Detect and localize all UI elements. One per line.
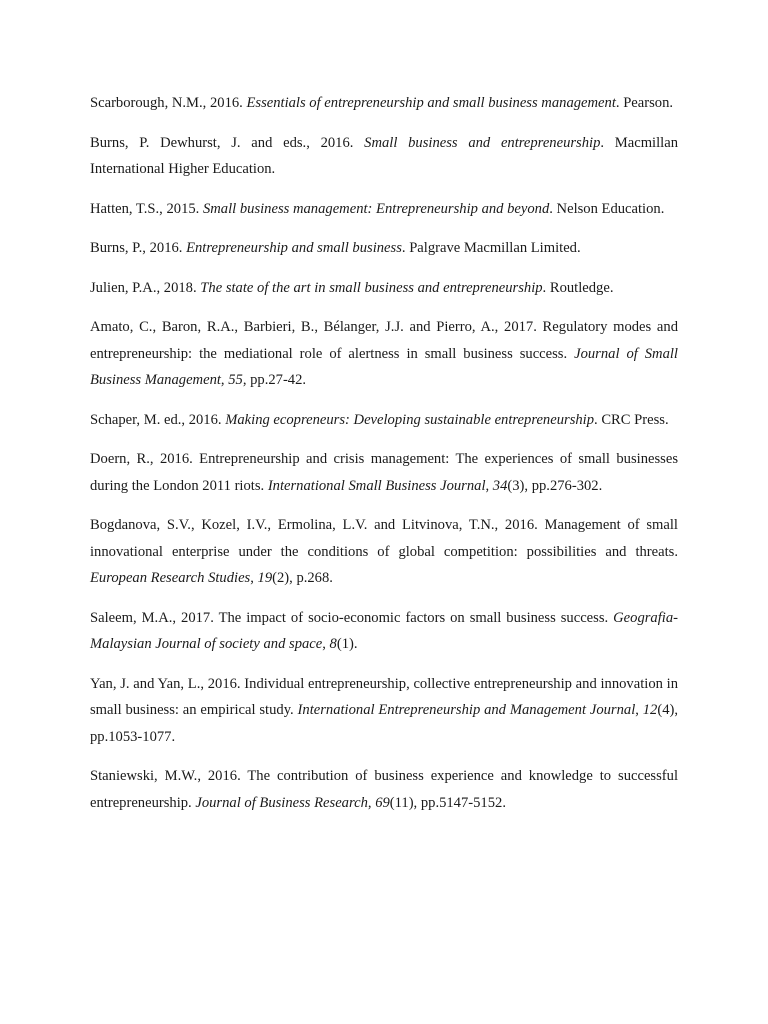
- reference-text: Staniewski, M.W., 2016. The contribution of business experience and knowledge to successful entrepreneurship.: [90, 768, 678, 811]
- reference-entry: [90, 130, 678, 183]
- reference-text: Julien, P.A., 2018.: [90, 279, 201, 296]
- reference-text: Scarborough, N.M., 2016.: [90, 95, 247, 111]
- reference-list: [90, 90, 678, 829]
- reference-text: (11), pp.5147-5152.: [389, 794, 506, 811]
- reference-entry: [90, 90, 678, 117]
- reference-entry: [90, 446, 678, 499]
- reference-text: (2), p.268.: [272, 570, 333, 586]
- reference-text: Doern, R., 2016. Entrepreneurship and crisis management: The experiences of small businesses during the London 2011 riots.: [90, 451, 678, 494]
- reference-italic-text: 8: [329, 636, 337, 652]
- reference-italic-text: Small business management: Entrepreneurship and beyond: [202, 200, 550, 217]
- reference-italic-text: 34: [492, 477, 508, 494]
- reference-text: . Macmillan International Higher Education.: [90, 134, 678, 177]
- reference-italic-text: Entrepreneurship and small business: [186, 240, 402, 256]
- reference-italic-text: Essentials of entrepreneurship and small business management: [246, 95, 616, 111]
- reference-italic-text: International Entrepreneurship and Management Journal: [297, 702, 636, 718]
- reference-text: (4), pp.1053-1077.: [90, 702, 679, 745]
- reference-italic-text: 55: [228, 372, 243, 388]
- reference-italic-text: Geografia-Malaysian Journal of society and space: [90, 609, 678, 652]
- reference-text: ,: [367, 794, 376, 811]
- reference-text: . Nelson Education.: [549, 200, 665, 217]
- reference-text: ,: [220, 372, 229, 388]
- reference-entry: [90, 512, 678, 592]
- reference-entry: [90, 235, 678, 262]
- reference-text: . Palgrave Macmillan Limited.: [401, 240, 581, 256]
- reference-text: ,: [322, 636, 330, 652]
- reference-italic-text: 19: [257, 570, 273, 586]
- reference-italic-text: The state of the art in small business and entrepreneurship: [200, 279, 543, 296]
- reference-entry: [90, 763, 678, 816]
- reference-italic-text: 69: [375, 794, 390, 811]
- reference-italic-text: 12: [642, 702, 658, 718]
- reference-italic-text: Small business and entrepreneurship: [364, 134, 601, 151]
- reference-text: . Routledge.: [542, 279, 614, 296]
- reference-text: Saleem, M.A., 2017. The impact of socio-economic factors on small business success.: [90, 609, 614, 626]
- reference-italic-text: Journal of Business Research: [195, 794, 368, 811]
- reference-text: Schaper, M. ed., 2016.: [90, 411, 226, 428]
- reference-italic-text: International Small Business Journal: [267, 477, 486, 494]
- reference-entry: [90, 671, 678, 751]
- reference-text: Hatten, T.S., 2015.: [90, 200, 203, 217]
- reference-entry: [90, 314, 678, 394]
- reference-italic-text: European Research Studies: [90, 570, 251, 586]
- reference-text: . Pearson.: [615, 95, 674, 111]
- reference-text: , pp.27-42.: [242, 372, 307, 388]
- reference-text: (3), pp.276-302.: [507, 477, 603, 494]
- reference-text: Bogdanova, S.V., Kozel, I.V., Ermolina, L.V. and Litvinova, T.N., 2016. Management of small innovational enterprise under the conditions of global competition: possibilities and threats.: [90, 517, 678, 560]
- reference-text: Burns, P. Dewhurst, J. and eds., 2016.: [90, 134, 365, 151]
- reference-text: . CRC Press.: [594, 411, 669, 428]
- reference-text: Burns, P., 2016.: [90, 240, 187, 256]
- reference-text: ,: [485, 477, 493, 494]
- reference-text: ,: [250, 570, 258, 586]
- reference-italic-text: Making ecopreneurs: Developing sustainable entrepreneurship: [225, 411, 595, 428]
- reference-entry: [90, 407, 678, 434]
- reference-text: Amato, C., Baron, R.A., Barbieri, B., Bélanger, J.J. and Pierro, A., 2017. Regulatory modes and entrepreneurship: the mediational role of alertness in small business success.: [90, 319, 678, 362]
- reference-entry: [90, 275, 678, 302]
- reference-text: (1).: [336, 636, 358, 652]
- reference-entry: [90, 605, 678, 658]
- reference-italic-text: Journal of Small Business Management: [90, 345, 678, 388]
- reference-text: Yan, J. and Yan, L., 2016. Individual entrepreneurship, collective entrepreneurship and innovation in small business: an empirical study.: [90, 675, 678, 718]
- reference-text: ,: [635, 702, 643, 718]
- reference-entry: [90, 196, 678, 223]
